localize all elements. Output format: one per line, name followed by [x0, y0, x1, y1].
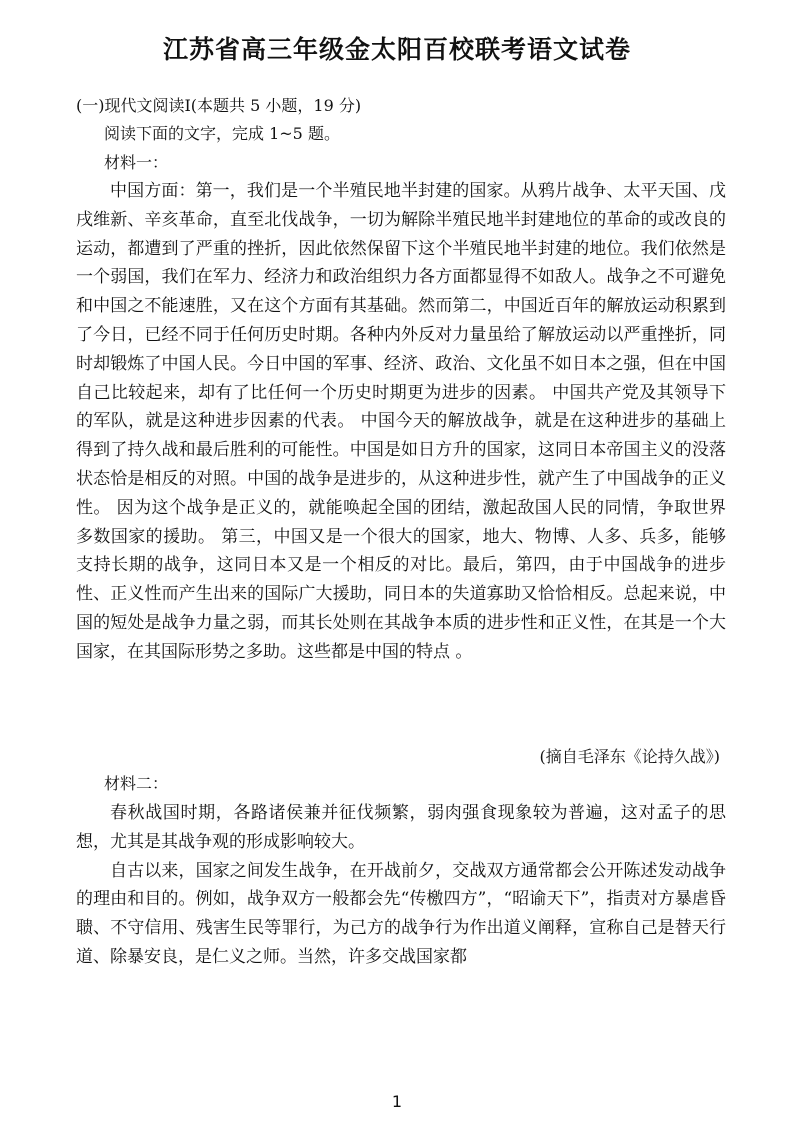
section-heading: (一)现代文阅读Ⅰ(本题共 5 小题，19 分): [76, 96, 362, 115]
material2-label: 材料二：: [104, 774, 169, 793]
material2-paragraph: 自古以来，国家之间发生战争，在开战前夕，交战双方通常都会公开陈述发动战争的理由和目的。例如，战争双方一般都会先“传檄四方”，“昭谕天下”，指责对方暴虐昏聩、不守信用、残害生民等罪行，为己方的战争行为作出道义阐释，宣称自己是替天行道、除暴安良，是仁义之师。当然，许多交战国家都: [76, 860, 726, 967]
material2-body: [76, 799, 726, 972]
instruction: 阅读下面的文字，完成 1~5 题。: [104, 124, 340, 143]
exam-title: 江苏省高三年级金太阳百校联考语文试卷: [162, 35, 631, 64]
material1-paragraph: 中国方面：第一，我们是一个半殖民地半封建的国家。从鸦片战争、太平天国、戊戌维新、辛亥革命，直至北伐战争，一切为解除半殖民地半封建地位的革命的或改良的运动，都遭到了严重的挫折，因此依然保留下这个半殖民地半封建的地位。我们依然是一个弱国，我们在军力、经济力和政治组织力各方面都显得不如敌人。战争之不可避免和中国之不能速胜，又在这个方面有其基础。然而第二，中国近百年的解放运动积累到了今日，已经不同于任何历史时期。各种内外反对力量虽给了解放运动以严重挫折，同时却锻炼了中国人民。今日中国的军事、经济、政治、文化虽不如日本之强，但在中国自己比较起来，却有了比任何一个历史时期更为进步的因素。 中国共产党及其领导下的军队，就是这种进步因素的代表。 中国今天的解放战争，就是在这种进步的基础上得到了持久战和最后胜利的可能性。中国是如日方升的国家，这同日本帝国主义的没落状态恰是相反的对照。中国的战争是进步的，从这种进步性，就产生了中国战争的正义性。 因为这个战争是正义的，就能唤起全国的团结，激起敌国人民的同情，争取世界多数国家的援助。 第三，中国又是一个很大的国家，地大、物博、人多、兵多，能够支持长期的战争，这同日本又是一个相反的对比。最后，第四，由于中国战争的进步性、正义性而产生出来的国际广大援助，同日本的失道寡助又恰恰相反。总起来说，中国的短处是战争力量之弱，而其长处则在其战争本质的进步性和正义性，在其是一个大国家，在其国际形势之多助。这些都是中国的特点 。: [76, 181, 726, 662]
material1-label: 材料一：: [104, 153, 169, 172]
material2-paragraph: 春秋战国时期，各路诸侯兼并征伐频繁，弱肉强食现象较为普遍，这对孟子的思想，尤其是其战争观的形成影响较大。: [76, 803, 726, 852]
material1-body: [76, 177, 726, 667]
material1-source: (摘自毛泽东《论持久战》): [539, 747, 720, 766]
page-number: 1: [391, 1092, 403, 1111]
